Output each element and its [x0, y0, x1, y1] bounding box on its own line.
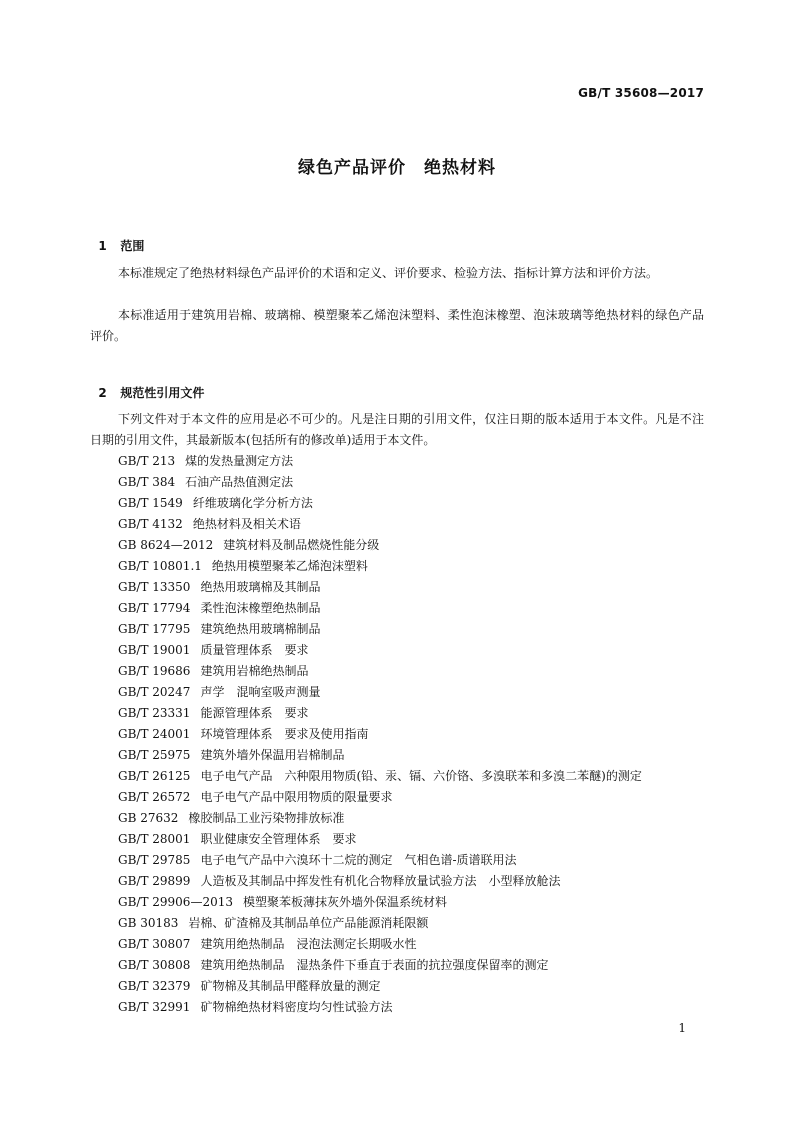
section-2-title: 规范性引用文件 — [120, 386, 205, 400]
reference-title: 石油产品热值测定法 — [185, 475, 294, 489]
section-1-number: 1 — [98, 239, 107, 253]
reference-code: GB/T 1549 — [118, 496, 183, 510]
reference-item — [118, 598, 642, 619]
reference-title: 电子电气产品 六种限用物质(铅、汞、镉、六价铬、多溴联苯和多溴二苯醚)的测定 — [200, 769, 642, 783]
reference-code: GB/T 32991 — [118, 1000, 191, 1014]
reference-code: GB 30183 — [118, 916, 179, 930]
reference-item — [118, 892, 642, 913]
reference-item — [118, 724, 642, 745]
reference-code: GB/T 24001 — [118, 727, 191, 741]
reference-item — [118, 682, 642, 703]
reference-title: 建筑用岩棉绝热制品 — [200, 664, 309, 678]
section-1-heading — [90, 223, 144, 254]
reference-title: 环境管理体系 要求及使用指南 — [200, 727, 369, 741]
section-1-title: 范围 — [120, 239, 145, 253]
reference-code: GB/T 17795 — [118, 622, 191, 636]
reference-item — [118, 472, 642, 493]
reference-item — [118, 577, 642, 598]
reference-title: 人造板及其制品中挥发性有机化合物释放量试验方法 小型释放舱法 — [200, 874, 561, 888]
reference-title: 纤维玻璃化学分析方法 — [192, 496, 313, 510]
reference-item — [118, 535, 642, 556]
reference-code: GB 8624—2012 — [118, 538, 214, 552]
reference-code: GB/T 28001 — [118, 832, 191, 846]
reference-code: GB/T 32379 — [118, 979, 191, 993]
reference-code: GB/T 26572 — [118, 790, 191, 804]
reference-item — [118, 766, 642, 787]
reference-title: 柔性泡沫橡塑绝热制品 — [200, 601, 321, 615]
reference-title: 职业健康安全管理体系 要求 — [200, 832, 357, 846]
reference-code: GB 27632 — [118, 811, 179, 825]
reference-title: 煤的发热量测定方法 — [185, 454, 294, 468]
reference-item — [118, 997, 642, 1018]
reference-item — [118, 661, 642, 682]
section-2-number: 2 — [98, 386, 107, 400]
standard-number: GB/T 35608—2017 — [578, 86, 704, 100]
reference-code: GB/T 26125 — [118, 769, 191, 783]
reference-title: 建筑绝热用玻璃棉制品 — [200, 622, 321, 636]
reference-title: 绝热用玻璃棉及其制品 — [200, 580, 321, 594]
reference-code: GB/T 13350 — [118, 580, 191, 594]
reference-title: 建筑用绝热制品 湿热条件下垂直于表面的抗拉强度保留率的测定 — [200, 958, 549, 972]
reference-item — [118, 955, 642, 976]
reference-item — [118, 850, 642, 871]
references-intro-paragraph: 下列文件对于本文件的应用是必不可少的。凡是注日期的引用文件，仅注日期的版本适用于本文件。凡是不注日期的引用文件，其最新版本(包括所有的修改单)适用于本文件。 — [90, 412, 704, 447]
reference-code: GB/T 30808 — [118, 958, 191, 972]
reference-item — [118, 514, 642, 535]
reference-title: 声学 混响室吸声测量 — [200, 685, 321, 699]
reference-item — [118, 829, 642, 850]
reference-title: 建筑材料及制品燃烧性能分级 — [223, 538, 380, 552]
reference-code: GB/T 20247 — [118, 685, 191, 699]
reference-code: GB/T 384 — [118, 475, 176, 489]
reference-code: GB/T 19686 — [118, 664, 191, 678]
reference-code: GB/T 17794 — [118, 601, 191, 615]
reference-title: 绝热材料及相关术语 — [192, 517, 301, 531]
reference-code: GB/T 29899 — [118, 874, 191, 888]
reference-title: 能源管理体系 要求 — [200, 706, 309, 720]
reference-item — [118, 451, 642, 472]
reference-item — [118, 808, 642, 829]
reference-code: GB/T 19001 — [118, 643, 191, 657]
reference-code: GB/T 4132 — [118, 517, 183, 531]
reference-title: 电子电气产品中六溴环十二烷的测定 气相色谱-质谱联用法 — [200, 853, 517, 867]
reference-title: 岩棉、矿渣棉及其制品单位产品能源消耗限额 — [188, 916, 429, 930]
reference-title: 质量管理体系 要求 — [200, 643, 309, 657]
reference-item — [118, 640, 642, 661]
scope-paragraph-2: 本标准适用于建筑用岩棉、玻璃棉、模塑聚苯乙烯泡沫塑料、柔性泡沫橡塑、泡沫玻璃等绝热材料的绿色产品评价。 — [90, 308, 704, 343]
reference-item — [118, 871, 642, 892]
reference-title: 矿物棉及其制品甲醛释放量的测定 — [200, 979, 381, 993]
normative-references-list — [118, 451, 642, 1018]
reference-title: 模塑聚苯板薄抹灰外墙外保温系统材料 — [242, 895, 447, 909]
document-title: 绿色产品评价 绝热材料 — [298, 158, 496, 178]
reference-item — [118, 556, 642, 577]
reference-code: GB/T 10801.1 — [118, 559, 202, 573]
reference-code: GB/T 29906—2013 — [118, 895, 233, 909]
scope-paragraph-1: 本标准规定了绝热材料绿色产品评价的术语和定义、评价要求、检验方法、指标计算方法和评价方法。 — [118, 266, 659, 280]
reference-item — [118, 493, 642, 514]
reference-code: GB/T 29785 — [118, 853, 191, 867]
reference-item — [118, 934, 642, 955]
section-2-heading — [90, 370, 204, 401]
reference-code: GB/T 30807 — [118, 937, 191, 951]
reference-item — [118, 787, 642, 808]
reference-item — [118, 976, 642, 997]
reference-item — [118, 619, 642, 640]
page-number: 1 — [678, 1021, 686, 1035]
reference-code: GB/T 23331 — [118, 706, 191, 720]
reference-title: 绝热用模塑聚苯乙烯泡沫塑料 — [211, 559, 368, 573]
reference-title: 橡胶制品工业污染物排放标准 — [188, 811, 345, 825]
reference-code: GB/T 25975 — [118, 748, 191, 762]
reference-title: 建筑外墙外保温用岩棉制品 — [200, 748, 345, 762]
reference-title: 建筑用绝热制品 浸泡法测定长期吸水性 — [200, 937, 417, 951]
reference-code: GB/T 213 — [118, 454, 176, 468]
reference-item — [118, 913, 642, 934]
reference-item — [118, 745, 642, 766]
reference-title: 矿物棉绝热材料密度均匀性试验方法 — [200, 1000, 393, 1014]
reference-item — [118, 703, 642, 724]
reference-title: 电子电气产品中限用物质的限量要求 — [200, 790, 393, 804]
